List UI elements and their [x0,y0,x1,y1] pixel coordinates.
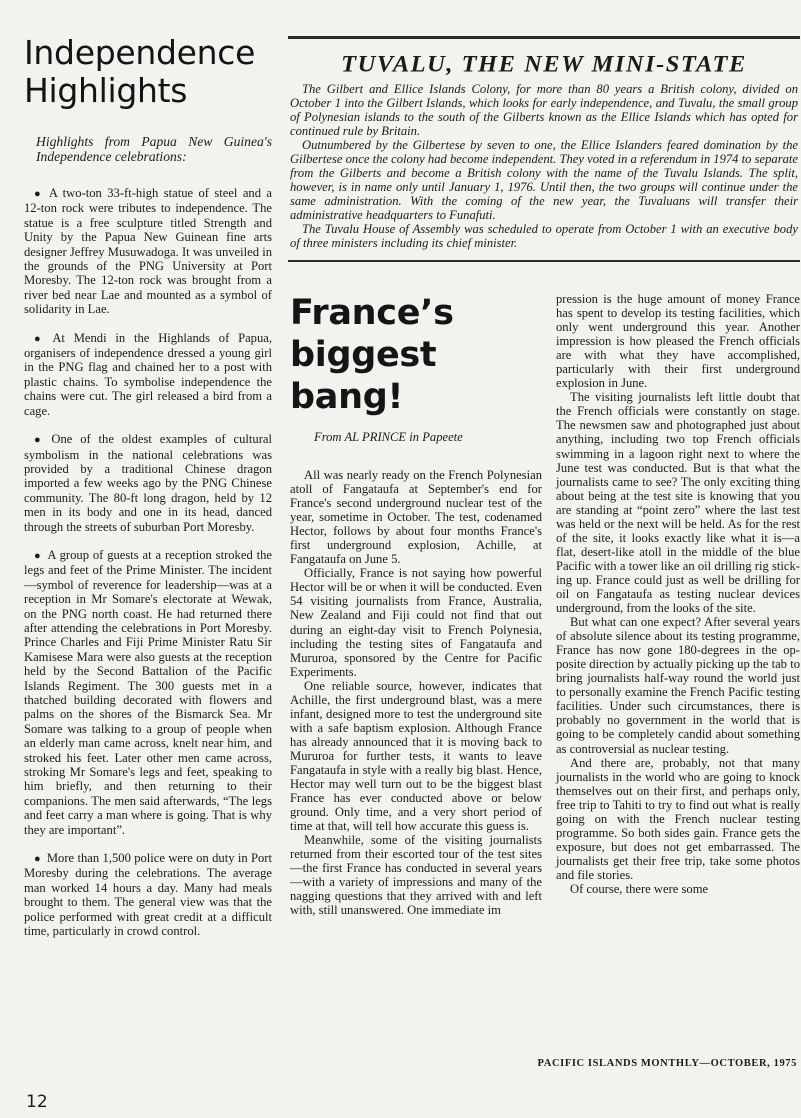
france-headline-line3: bang! [290,377,404,417]
bullet-icon: ● [34,853,41,866]
article-paragraph: pression is the huge amount of money France has spent to develop its testing facilities, which only went underground this year. Another impression is how pleased the French officials are with what they have accomplished, particularly with their first underground explosion in June. [556,292,800,391]
highlights-column [24,34,272,953]
highlights-title-line1: Independence [24,33,256,72]
highlights-list [24,186,272,939]
article-paragraph: Meanwhile, some of the visiting journalists returned from their escorted tour of the test sites—the first France has conducted in several years—with a variety of impressions and many of the nagging questions that they arrived with and left with, still unanswered. One immediate im [290,833,542,918]
france-headline [290,292,542,418]
bullet-icon: ● [34,188,43,200]
bottom-rule [288,260,800,262]
france-headline-line1: France’s [290,293,454,333]
france-column-1 [290,292,542,918]
article-paragraph: All was nearly ready on the French Polynesian atoll of Fangataufa at September's end for France's second underground nuclear test of the year, sometime in October. The test, codenamed Hector, follows by about four months France's first underground explosion, Achille, at Fangataufa on June 5. [290,468,542,567]
article-paragraph: The visiting journalists left little doubt that the French officials were constantly on stage. The newsmen saw and photographed just about anything, including two top French officials swimming in a lagoon right next to where the June test was conducted. But is that what the journalists came to see? The only exciting thing about being at the test site is knowing that you are standing at “point zero” where the last test was held or the next will be held. As for the rest of the site, it looks exactly like what it is—a flat, desert-like atoll in the middle of the blue Pacific with a tower like an oil drilling rig sticking up. France could just as well be drilling for oil on Fangataufa as testing nuclear devices underground, from the looks of the site. [556,390,800,616]
highlights-title [24,34,272,110]
top-rule [288,36,800,39]
article-paragraph: But what can one expect? After several years of absolute silence about its testing programme, France has now gone 180-degrees in the opposite direction by actually picking up the tab to bring journalists half-way round the world just to personally examine the French Pacific testing facilities. Under such circumstances, there is probably no government in the world that is going to be completely candid about something as controversial as nuclear testing. [556,615,800,756]
bullet-icon: ● [34,434,46,447]
tuvalu-paragraph: The Tuvalu House of Assembly was scheduled to operate from October 1 with an executive body of three ministers including its chief minister. [290,222,798,250]
byline: From AL PRINCE in Papeete [314,430,463,444]
france-headline-line2: biggest [290,335,437,375]
bullet-icon: ● [34,549,42,562]
page-number: 12 [26,1092,48,1112]
tuvalu-paragraph: The Gilbert and Ellice Islands Colony, for more than 80 years a British colony, divided on October 1 into the Gilbert Islands, which looks for early independence, and Tuvalu, the small group of Polynesian islands to the south of the Gilberts known as the Ellice Islands which has opted for continued rule by Britain. [290,82,798,138]
article-paragraph: Officially, France is not saying how powerful Hector will be or when it will be conducted. Even 54 visiting journalists from France, Australia, New Zealand and Fiji could not find that out during an eight-day visit to French Polynesia, including the testing sites of Fangataufa and Mururoa, sponsored by the Centre for Pacific Experiments. [290,566,542,679]
highlights-subtitle: Highlights from Papua New Guinea's Independence celebrations: [36,134,272,164]
highlight-item: ● One of the oldest examples of cultural symbolism in the national celebrations was provided by a traditional Chinese dragon imported a few weeks ago by the PNG Chinese community. The 80-ft long dragon, held by 12 men in its body and one in its head, danced through the streets of suburban Port Moresby. [24,432,272,534]
tuvalu-body [288,82,800,250]
highlights-title-line2: Highlights [24,71,188,110]
france-body-1 [290,468,542,918]
highlight-item: ● More than 1,500 police were on duty in Port Moresby during the celebrations. The average man worked 14 hours a day. Many had meals brought to them. The general view was that the police performed with great credit at a difficult time, particularly in crowd control. [24,851,272,939]
france-column-2 [556,292,800,896]
article-paragraph: Of course, there were some [570,881,709,896]
tuvalu-title: TUVALU, THE NEW MINI-STATE [341,51,747,78]
article-paragraph: And there are, probably, not that many journalists in the world who are going to knock themselves out on their first, and perhaps only, free trip to Tahiti to try to find out what is really going on with the French nuclear testing programme. So both sides gain. France gets the exposure, but does not get embarrassed. The journalists get their free trip, take some photos and file stories. [556,755,800,882]
tuvalu-paragraph: Outnumbered by the Gilbertese by seven to one, the Ellice Islanders feared domination by the Gilbertese once the colony had become independent. They voted in a referendum in 1974 to separate from the Gilberts and become a British colony with the name of the Tuvalu Islands. The split, however, is in name only until January 1, 1976. Until then, the two groups will continue under the same administration. With the coming of the new year, the Tuvaluans will transfer their administrative headquarters to Funafuti. [290,138,798,222]
highlight-item: ● A group of guests at a reception stroked the legs and feet of the Prime Minister. The incident—symbol of reverence for leadership—was at a reception in Mr Somare's electorate at Wewak, on the PNG north coast. He had returned there after attending the celebrations in Port Moresby. Prince Charles and Fiji Prime Minister Ratu Sir Kamisese Mara were also guests at the reception held by the Second Battalion of the Pacific Islands Regiment. The 300 guests met in a thatched building decorated with flowers and palms on the shores of the Bismarck Sea. Mr Somare was talking to a group of people when an elderly man came across, knelt near him, and stroked his feet. Later other men came across, stroking Mr Somare's legs and feet, speaking to him briefly, and then returning to their companions. The men said afterwards, “The legs and feet carry a man where is going. That is why they are important”. [24,547,272,837]
highlight-item: ● A two-ton 33-ft-high statue of steel and a 12-ton rock were tributes to independence. The statue is a free sculpture titled Strength and Unity by the Papua New Guinean fine arts designer Jeffrey Musuwadoga. It was unveiled in the grounds of the PNG University at Port Moresby. The 12-ton rock was brought from a river bed near Lae and mounted as a symbol of solidarity in Lae. [24,186,272,317]
publication-footer: PACIFIC ISLANDS MONTHLY—OCTOBER, 1975 [537,1058,797,1069]
highlight-item: ● At Mendi in the Highlands of Papua, organisers of independence dressed a young girl in the PNG flag and chained her to a post with plastic chains. To symbolise independence the chains were cut. The girl released a bird from a cage. [24,330,272,418]
tuvalu-box [288,36,800,262]
bullet-icon: ● [34,332,47,345]
article-paragraph: One reliable source, however, indicates that Achille, the first underground blast, was a mere infant, designed more to test the underground site with a safe baptism explosion. Although France has already announced that it is moving back to Mururoa for further tests, it wants to leave Fangataufa in style with a really big blast. Hence, Hector may well turn out to be the biggest blast France has ever conducted above or below ground. Only time, and a very short period of time at that, will tell how accurate this guess is. [290,678,542,834]
